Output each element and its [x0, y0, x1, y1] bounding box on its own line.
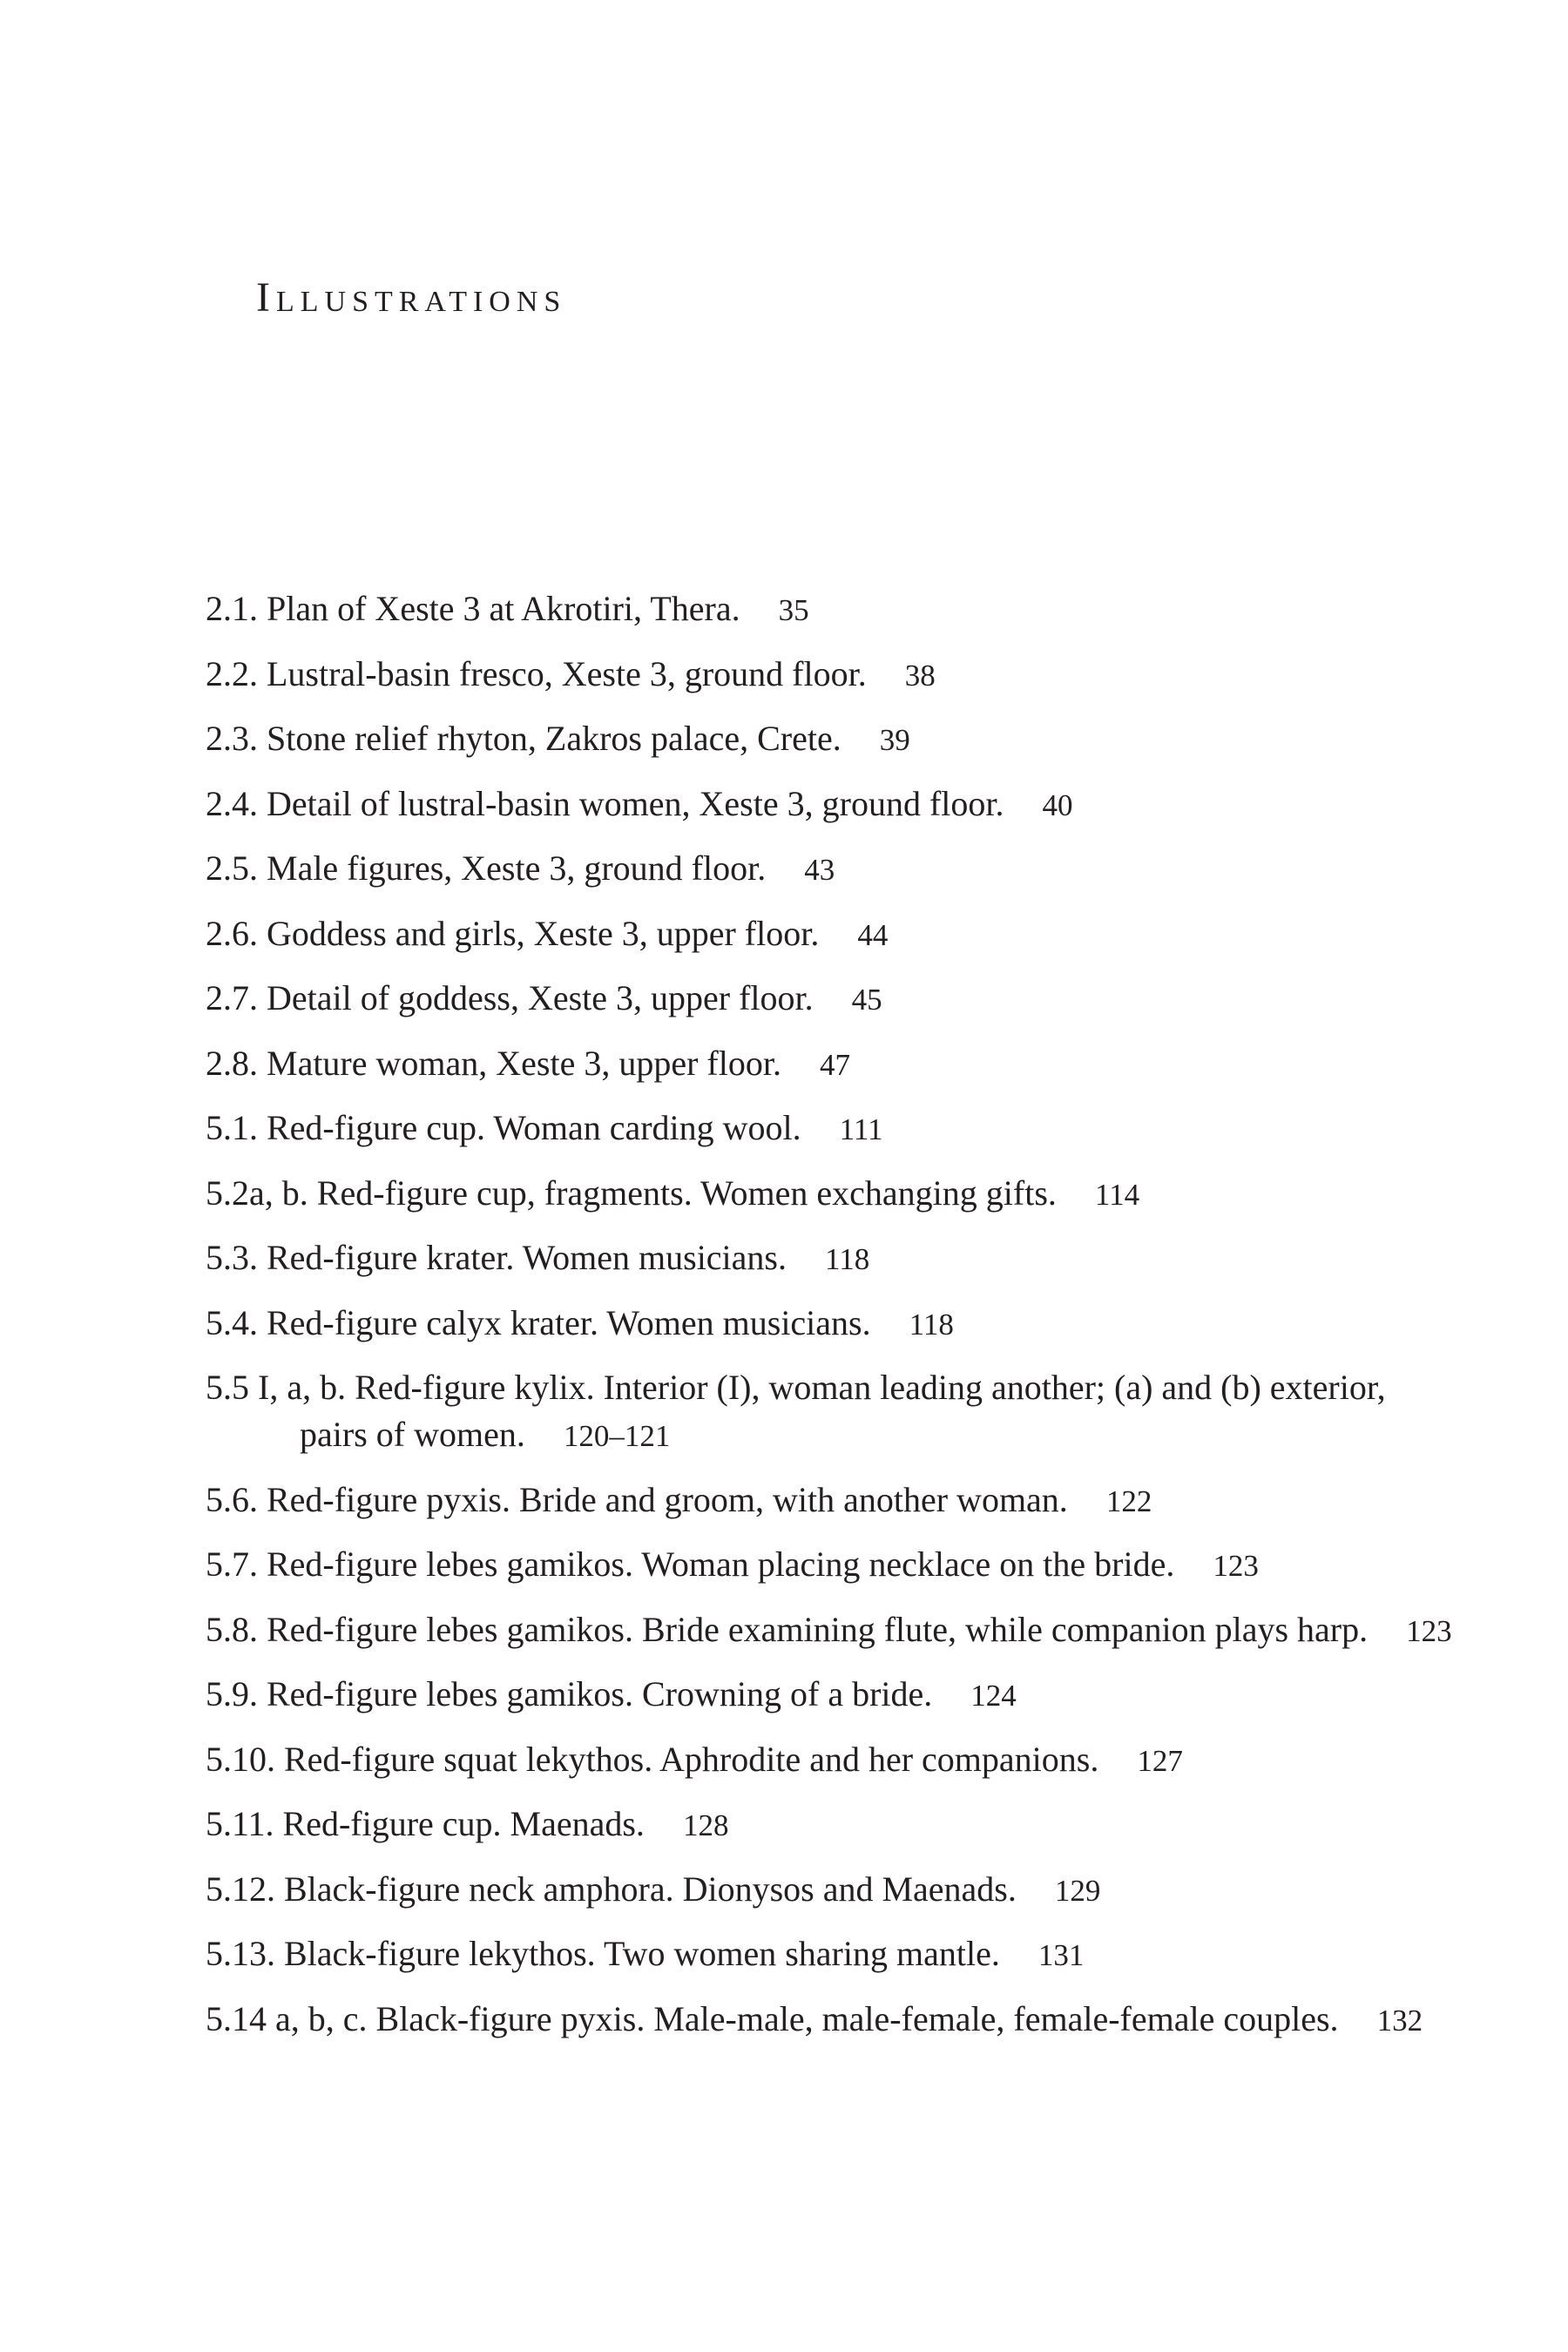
list-item	[206, 781, 1460, 829]
figure-number: 2.7.	[206, 978, 258, 1017]
list-item	[206, 1364, 1460, 1460]
figure-caption: Detail of lustral-basin women, Xeste 3, ground floor.	[267, 783, 1004, 823]
page-number: 122	[1105, 1484, 1152, 1518]
list-item	[206, 975, 1460, 1024]
figure-caption: Red-figure lebes gamikos. Crowning of a bride.	[267, 1674, 933, 1713]
figure-caption: Black-figure lekythos. Two women sharing mantle.	[284, 1934, 1000, 1973]
page-number: 124	[970, 1679, 1017, 1713]
list-item	[206, 651, 1460, 700]
figure-number: 2.2.	[206, 653, 258, 693]
page-number: 120–121	[563, 1419, 671, 1453]
figure-caption: Black-figure neck amphora. Dionysos and Maenads.	[284, 1869, 1017, 1909]
page-number: 39	[879, 723, 910, 757]
list-item	[206, 1736, 1460, 1785]
figure-number: 2.1.	[206, 589, 258, 628]
figure-caption: Mature woman, Xeste 3, upper floor.	[267, 1043, 781, 1083]
page-number: 45	[851, 983, 882, 1017]
list-item	[206, 1930, 1460, 1979]
list-item	[206, 1541, 1460, 1590]
figure-number: 5.13.	[206, 1934, 275, 1973]
list-item	[206, 1170, 1460, 1219]
figure-number: 5.5 I, a, b.	[206, 1368, 347, 1407]
page-number: 118	[825, 1242, 870, 1276]
figure-caption: Red-figure calyx krater. Women musicians.	[267, 1302, 871, 1342]
figure-caption: Red-figure squat lekythos. Aphrodite and her companions.	[284, 1739, 1099, 1779]
page-number: 114	[1094, 1177, 1140, 1212]
figure-number: 5.2a, b.	[206, 1173, 308, 1213]
page-number: 131	[1037, 1938, 1085, 1972]
page-number: 118	[909, 1307, 954, 1342]
page-number: 40	[1042, 787, 1073, 822]
figure-number: 5.8.	[206, 1609, 258, 1649]
figure-caption: Black-figure pyxis. Male-male, male-female, female-female couples.	[375, 1998, 1339, 2038]
figure-number: 5.14 a, b, c.	[206, 1998, 368, 2038]
figure-caption: Red-figure krater. Women musicians.	[267, 1238, 787, 1277]
page-number: 47	[819, 1047, 850, 1082]
figure-number: 5.7.	[206, 1544, 258, 1584]
illustrations-list	[206, 585, 1460, 2060]
list-item	[206, 1801, 1460, 1849]
page-number: 111	[839, 1112, 883, 1146]
list-item	[206, 845, 1460, 894]
figure-caption: Red-figure cup, fragments. Women exchanging gifts.	[316, 1173, 1057, 1213]
figure-caption: Male figures, Xeste 3, ground floor.	[267, 848, 767, 888]
list-item	[206, 1234, 1460, 1283]
page-number: 123	[1213, 1549, 1259, 1583]
page-number: 43	[804, 853, 835, 887]
figure-caption: Red-figure lebes gamikos. Woman placing necklace on the bride.	[267, 1544, 1175, 1584]
page-number: 127	[1137, 1743, 1183, 1778]
page-number: 132	[1376, 2003, 1423, 2038]
figure-number: 5.6.	[206, 1479, 258, 1519]
figure-number: 5.9.	[206, 1674, 258, 1713]
figure-caption: Red-figure lebes gamikos. Bride examining flute, while companion plays harp.	[267, 1609, 1369, 1649]
figure-number: 5.11.	[206, 1804, 274, 1843]
list-item	[206, 1300, 1460, 1348]
figure-number: 2.5.	[206, 848, 258, 888]
figure-number: 2.4.	[206, 783, 258, 823]
page-number: 128	[682, 1808, 729, 1842]
list-item	[206, 1477, 1460, 1525]
page-title: Illustrations	[256, 274, 567, 321]
list-item	[206, 1040, 1460, 1089]
page-number: 129	[1054, 1873, 1101, 1908]
figure-caption: Plan of Xeste 3 at Akrotiri, Thera.	[267, 589, 740, 628]
figure-number: 2.8.	[206, 1043, 258, 1083]
page-number: 35	[778, 593, 809, 627]
figure-number: 5.12.	[206, 1869, 275, 1909]
figure-caption: Lustral-basin fresco, Xeste 3, ground floor.	[267, 653, 867, 693]
list-item	[206, 910, 1460, 959]
figure-number: 5.10.	[206, 1739, 275, 1779]
list-item	[206, 1671, 1460, 1720]
list-item	[206, 1105, 1460, 1153]
figure-caption: Detail of goddess, Xeste 3, upper floor.	[267, 978, 814, 1017]
list-item	[206, 1866, 1460, 1915]
page-number: 44	[857, 917, 889, 952]
figure-caption: Stone relief rhyton, Zakros palace, Crete.	[267, 719, 841, 758]
page-number: 123	[1406, 1613, 1452, 1648]
figure-caption: Red-figure kylix. Interior (I), woman leading another; (a) and (b) exterior, pairs of women.	[300, 1368, 1386, 1454]
figure-number: 5.1.	[206, 1108, 258, 1147]
list-item	[206, 585, 1460, 634]
page-number: 38	[904, 658, 936, 693]
list-item	[206, 1996, 1460, 2044]
list-item	[206, 1606, 1460, 1655]
list-item	[206, 715, 1460, 764]
figure-number: 5.4.	[206, 1302, 258, 1342]
figure-caption: Red-figure cup. Woman carding wool.	[267, 1108, 801, 1147]
figure-number: 2.3.	[206, 719, 258, 758]
figure-number: 2.6.	[206, 913, 258, 953]
figure-number: 5.3.	[206, 1238, 258, 1277]
figure-caption: Goddess and girls, Xeste 3, upper floor.	[267, 913, 820, 953]
figure-caption: Red-figure cup. Maenads.	[282, 1804, 645, 1843]
figure-caption: Red-figure pyxis. Bride and groom, with another woman.	[267, 1479, 1068, 1519]
